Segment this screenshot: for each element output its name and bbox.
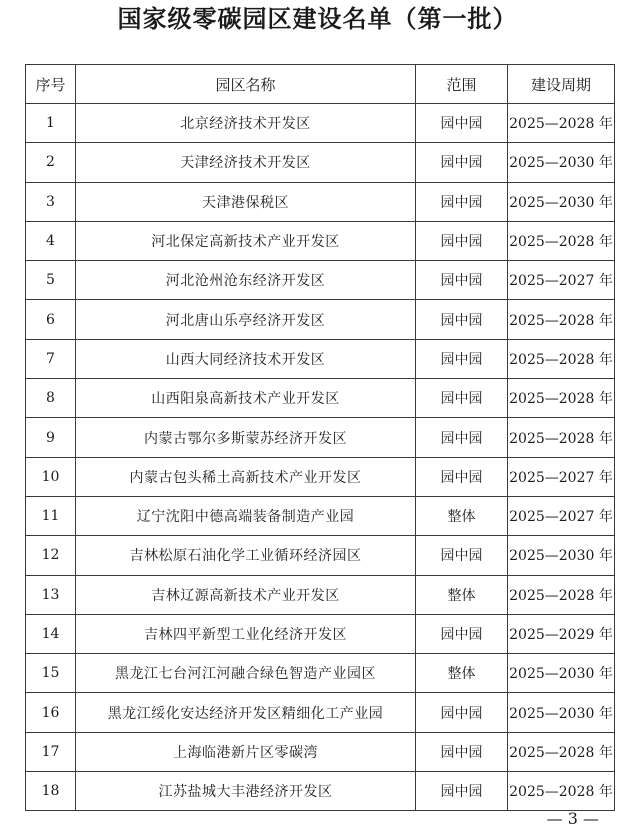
row-number: 9 xyxy=(26,418,76,457)
park-name: 内蒙古包头稀土高新技术产业开发区 xyxy=(76,457,416,496)
header-scope: 范围 xyxy=(416,65,508,104)
park-name: 黑龙江绥化安达经济开发区精细化工产业园 xyxy=(76,693,416,732)
park-scope: 园中园 xyxy=(416,143,508,182)
park-scope: 园中园 xyxy=(416,536,508,575)
table-header-row xyxy=(26,65,615,104)
construction-period: 2025—2027 年 xyxy=(508,496,615,535)
table-row xyxy=(26,654,615,693)
row-number: 13 xyxy=(26,575,76,614)
park-name: 吉林松原石油化学工业循环经济园区 xyxy=(76,536,416,575)
table-row xyxy=(26,418,615,457)
park-name: 辽宁沈阳中德高端装备制造产业园 xyxy=(76,496,416,535)
park-scope: 园中园 xyxy=(416,261,508,300)
table-row xyxy=(26,732,615,771)
park-scope: 园中园 xyxy=(416,300,508,339)
park-name: 河北唐山乐亭经济开发区 xyxy=(76,300,416,339)
park-scope: 园中园 xyxy=(416,772,508,811)
row-number: 8 xyxy=(26,379,76,418)
construction-period: 2025—2030 年 xyxy=(508,654,615,693)
construction-period: 2025—2030 年 xyxy=(508,182,615,221)
table-row xyxy=(26,104,615,143)
row-number: 5 xyxy=(26,261,76,300)
table-row xyxy=(26,457,615,496)
park-scope: 园中园 xyxy=(416,457,508,496)
park-scope: 园中园 xyxy=(416,693,508,732)
row-number: 16 xyxy=(26,693,76,732)
row-number: 18 xyxy=(26,772,76,811)
table-row xyxy=(26,693,615,732)
park-name: 北京经济技术开发区 xyxy=(76,104,416,143)
table-body xyxy=(26,104,615,811)
construction-period: 2025—2027 年 xyxy=(508,457,615,496)
construction-period: 2025—2030 年 xyxy=(508,143,615,182)
row-number: 15 xyxy=(26,654,76,693)
park-name: 天津港保税区 xyxy=(76,182,416,221)
header-period: 建设周期 xyxy=(508,65,615,104)
table-row xyxy=(26,221,615,260)
park-scope: 园中园 xyxy=(416,182,508,221)
park-name: 上海临港新片区零碳湾 xyxy=(76,732,416,771)
construction-period: 2025—2028 年 xyxy=(508,772,615,811)
header-no: 序号 xyxy=(26,65,76,104)
park-scope: 园中园 xyxy=(416,104,508,143)
park-name: 天津经济技术开发区 xyxy=(76,143,416,182)
park-name: 黑龙江七台河江河融合绿色智造产业园区 xyxy=(76,654,416,693)
construction-period: 2025—2028 年 xyxy=(508,575,615,614)
document-title: 国家级零碳园区建设名单（第一批） xyxy=(117,5,518,33)
row-number: 11 xyxy=(26,496,76,535)
construction-period: 2025—2028 年 xyxy=(508,418,615,457)
park-name: 山西阳泉高新技术产业开发区 xyxy=(76,379,416,418)
construction-period: 2025—2027 年 xyxy=(508,261,615,300)
table-row xyxy=(26,536,615,575)
park-scope: 园中园 xyxy=(416,732,508,771)
construction-period: 2025—2029 年 xyxy=(508,614,615,653)
park-name: 河北保定高新技术产业开发区 xyxy=(76,221,416,260)
park-scope: 整体 xyxy=(416,654,508,693)
table-row xyxy=(26,143,615,182)
table-row xyxy=(26,300,615,339)
table-row xyxy=(26,261,615,300)
construction-period: 2025—2028 年 xyxy=(508,732,615,771)
row-number: 4 xyxy=(26,221,76,260)
table-row xyxy=(26,496,615,535)
row-number: 1 xyxy=(26,104,76,143)
construction-period: 2025—2030 年 xyxy=(508,536,615,575)
row-number: 10 xyxy=(26,457,76,496)
table-row xyxy=(26,772,615,811)
construction-period: 2025—2030 年 xyxy=(508,693,615,732)
table-row xyxy=(26,182,615,221)
park-name: 江苏盐城大丰港经济开发区 xyxy=(76,772,416,811)
table-row xyxy=(26,575,615,614)
park-scope: 园中园 xyxy=(416,339,508,378)
construction-period: 2025—2028 年 xyxy=(508,379,615,418)
row-number: 3 xyxy=(26,182,76,221)
table-row xyxy=(26,339,615,378)
construction-period: 2025—2028 年 xyxy=(508,300,615,339)
park-list-table xyxy=(25,64,615,811)
park-name: 内蒙古鄂尔多斯蒙苏经济开发区 xyxy=(76,418,416,457)
park-scope: 园中园 xyxy=(416,418,508,457)
park-scope: 园中园 xyxy=(416,221,508,260)
construction-period: 2025—2028 年 xyxy=(508,339,615,378)
park-name: 河北沧州沧东经济开发区 xyxy=(76,261,416,300)
park-scope: 整体 xyxy=(416,496,508,535)
table-row xyxy=(26,614,615,653)
row-number: 17 xyxy=(26,732,76,771)
park-name: 吉林四平新型工业化经济开发区 xyxy=(76,614,416,653)
park-scope: 园中园 xyxy=(416,379,508,418)
park-scope: 整体 xyxy=(416,575,508,614)
header-name: 园区名称 xyxy=(76,65,416,104)
construction-period: 2025—2028 年 xyxy=(508,104,615,143)
park-name: 山西大同经济技术开发区 xyxy=(76,339,416,378)
row-number: 14 xyxy=(26,614,76,653)
row-number: 12 xyxy=(26,536,76,575)
row-number: 7 xyxy=(26,339,76,378)
park-scope: 园中园 xyxy=(416,614,508,653)
park-name: 吉林辽源高新技术产业开发区 xyxy=(76,575,416,614)
row-number: 2 xyxy=(26,143,76,182)
page-number: — 3 — xyxy=(546,809,599,828)
construction-period: 2025—2028 年 xyxy=(508,221,615,260)
table-row xyxy=(26,379,615,418)
row-number: 6 xyxy=(26,300,76,339)
